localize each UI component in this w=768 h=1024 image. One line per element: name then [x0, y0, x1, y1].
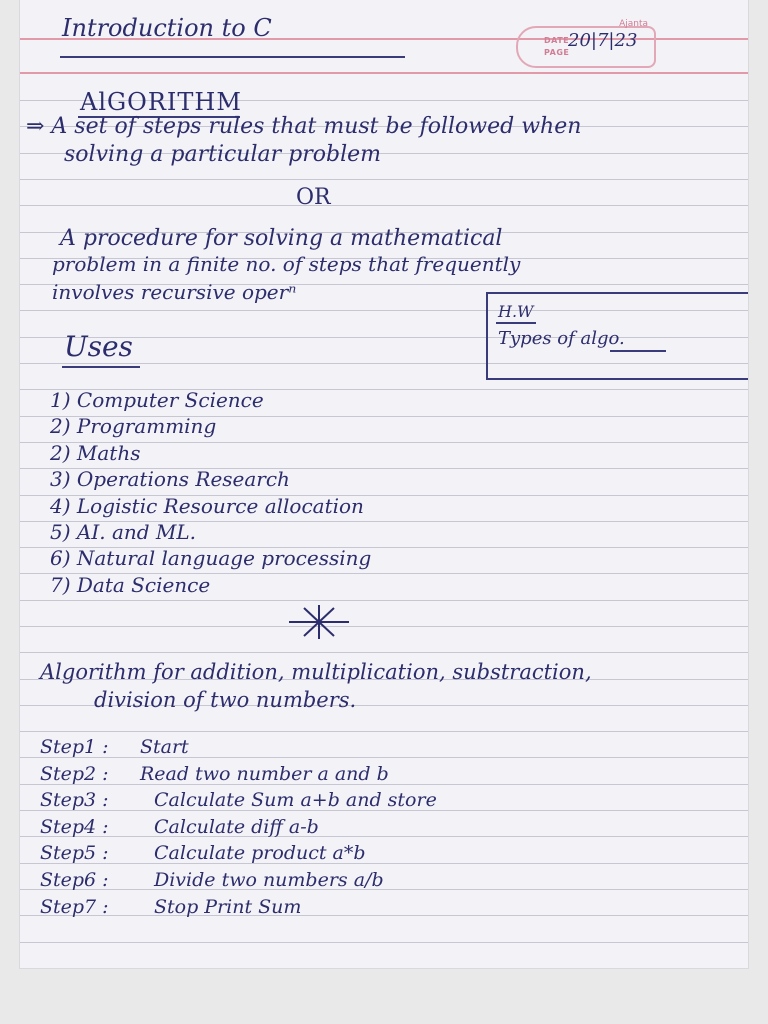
step-label: Step5 :	[40, 842, 109, 865]
definition2-line-2: problem in a finite no. of steps that frequently	[52, 252, 521, 276]
uses-item: 4) Logistic Resource allocation	[50, 493, 364, 518]
page-title: Introduction to C	[62, 14, 272, 42]
step-label: Step6 :	[40, 869, 109, 891]
uses-item: 2) Programming	[50, 414, 217, 439]
step-label: Step7 :	[40, 895, 109, 918]
definition2-line-3: involves recursive operⁿ	[52, 280, 297, 304]
brand-label: Ajanta	[619, 19, 648, 29]
step-text: Start	[140, 736, 189, 758]
definition-line-2: solving a particular problem	[64, 142, 381, 167]
notebook-page	[20, 0, 748, 968]
uses-underline	[62, 366, 140, 368]
step-text: Calculate Sum a+b and store	[154, 789, 437, 812]
step-text: Stop Print Sum	[154, 895, 302, 918]
date-stamp	[516, 19, 656, 68]
or-divider: OR	[296, 185, 331, 210]
page-label: PAGE	[544, 48, 570, 57]
step-text: Divide two numbers a/b	[154, 869, 384, 891]
uses-item: 5) AI. and ML.	[50, 520, 197, 544]
uses-item: 3) Operations Research	[50, 467, 290, 492]
step-text: Read two number a and b	[140, 762, 389, 785]
step-text: Calculate product a*b	[154, 842, 366, 865]
step-label: Step2 :	[40, 762, 109, 785]
uses-item: 6) Natural language processing	[50, 546, 372, 571]
uses-item: 1) Computer Science	[50, 388, 264, 412]
date-value: 20|7|23	[568, 30, 638, 51]
step-label: Step1 :	[40, 736, 109, 758]
homework-label: H.W	[498, 302, 534, 321]
homework-label-underline	[496, 322, 536, 324]
step-label: Step3 :	[40, 789, 109, 812]
uses-item: 7) Data Science	[50, 572, 211, 597]
homework-underline	[610, 350, 666, 352]
algorithm-heading: AlGORITHM	[80, 88, 242, 116]
uses-heading: Uses	[64, 330, 133, 363]
homework-text: Types of algo.	[498, 328, 625, 349]
definition2-line-1: A procedure for solving a mathematical	[60, 226, 503, 251]
date-label: DATE	[544, 36, 570, 45]
uses-item: 2) Maths	[50, 440, 141, 465]
step-label: Step4 :	[40, 815, 109, 838]
step-text: Calculate diff a-b	[154, 815, 319, 838]
star-divider-icon	[284, 602, 354, 642]
example-title-line-2: division of two numbers.	[94, 688, 357, 712]
definition-line-1: ⇒ A set of steps rules that must be followed when	[26, 114, 582, 139]
example-title-line-1: Algorithm for addition, multiplication, substraction,	[40, 660, 592, 684]
title-underline	[60, 56, 405, 58]
